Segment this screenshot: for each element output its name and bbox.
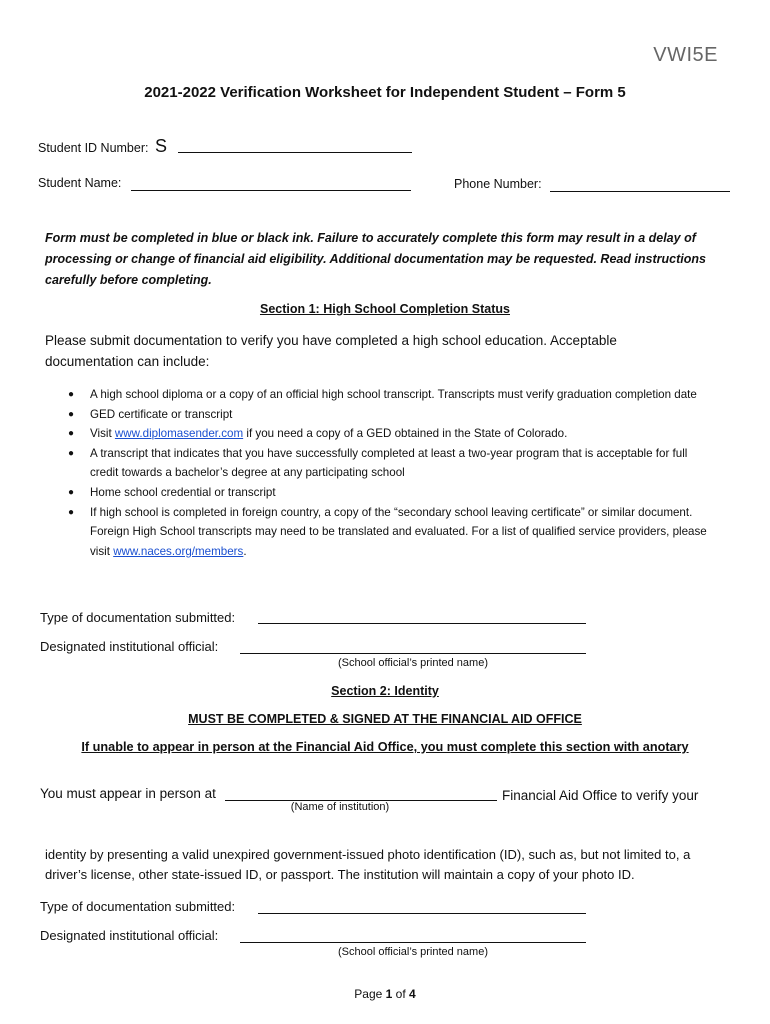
page-number: 1 [385, 987, 393, 1001]
page-title: 2021-2022 Verification Worksheet for Independent Student – Form 5 [144, 84, 626, 101]
diplomasender-link[interactable]: www.diplomasender.com [114, 427, 244, 441]
list-item: ● Home school credential or transcript [52, 483, 712, 503]
student-name-label: Student Name: [38, 176, 122, 190]
student-name-input-line[interactable] [131, 176, 411, 191]
page-footer [0, 987, 770, 1001]
s2-official-caption: (School official’s printed name) [337, 946, 488, 958]
s2-doc-type-input-line[interactable] [258, 899, 586, 914]
list-item: ● If high school is completed in foreign country, a copy of the “secondary school leaving certificate” or similar document. Foreign High School transcripts may need to be translated and evaluated. For a list of qualified service providers, please visit www.naces.org/members. [52, 503, 712, 562]
bullet-icon: ● [68, 428, 75, 440]
page-word: Page [354, 987, 383, 1001]
identity-paragraph: identity by presenting a valid unexpired government-issued photo identification (ID), such as, but not limited to, a driver’s license, other state-issued ID, or passport. The institution will maintain a copy of your photo ID. [45, 847, 691, 882]
student-id-label: Student ID Number: [38, 141, 149, 155]
list-item: ● GED certificate or transcript [52, 405, 712, 425]
ink-notice: Form must be completed in blue or black ink. Failure to accurately complete this form may result in a delay of processing or change of financial aid eligibility. Additional documentation may be requested. Read instructions carefully before completing. [45, 231, 706, 287]
bullet-icon: ● [68, 389, 75, 400]
phone-input-line[interactable] [550, 177, 730, 192]
section1-heading [0, 302, 770, 316]
list-item: ● A high school diploma or a copy of an official high school transcript. Transcripts must verify graduation completion date [52, 385, 712, 405]
s2-official-input-line[interactable] [240, 928, 586, 943]
bullet-icon: ● [68, 447, 75, 459]
institution-caption: (Name of institution) [290, 801, 390, 813]
form-code: VWI5E [653, 44, 718, 66]
section2-heading [0, 684, 770, 698]
s1-doc-type-input-line[interactable] [258, 609, 586, 624]
list-item: ● Visit www.diplomasender.com if you need a copy of a GED obtained in the State of Colorado. [52, 424, 712, 444]
bullet-icon: ● [68, 506, 75, 518]
student-id-row [38, 136, 167, 157]
s1-official-caption: (School official’s printed name) [337, 657, 488, 669]
s1-doc-type-label: Type of documentation submitted: [40, 610, 236, 625]
institution-input-line[interactable] [225, 786, 497, 801]
of-word: of [395, 987, 406, 1001]
s2-official-label: Designated institutional official: [40, 928, 219, 943]
bullet-icon: ● [68, 408, 75, 420]
appear-label: You must appear in person at [40, 786, 216, 801]
section1-intro: Please submit documentation to verify you have completed a high school education. Acceptable documentation can include: [45, 333, 617, 369]
s1-official-label: Designated institutional official: [40, 639, 219, 654]
section2-unable-notice: If unable to appear in person at the Financial Aid Office, you must complete this section with anotary [81, 740, 689, 754]
section2-heading-text: Section 2: Identity [331, 684, 439, 698]
documentation-list [52, 385, 712, 561]
s2-doc-type-label: Type of documentation submitted: [40, 899, 236, 914]
appear-suffix: Financial Aid Office to verify your [502, 788, 699, 803]
phone-label: Phone Number: [454, 177, 542, 191]
student-id-input-line[interactable] [178, 138, 412, 153]
section2-must-complete: MUST BE COMPLETED & SIGNED AT THE FINANCIAL AID OFFICE [188, 712, 582, 726]
list-item: ● A transcript that indicates that you have successfully completed at least a two-year program that is acceptable for full credit towards a bachelor’s degree at any participating school [52, 444, 712, 483]
student-id-prefix: S [154, 136, 167, 156]
s1-official-input-line[interactable] [240, 639, 586, 654]
page-total: 4 [409, 987, 416, 1001]
naces-link[interactable]: www.naces.org/members [113, 544, 244, 558]
bullet-icon: ● [68, 486, 75, 498]
section1-heading-text: Section 1: High School Completion Status [259, 302, 510, 316]
